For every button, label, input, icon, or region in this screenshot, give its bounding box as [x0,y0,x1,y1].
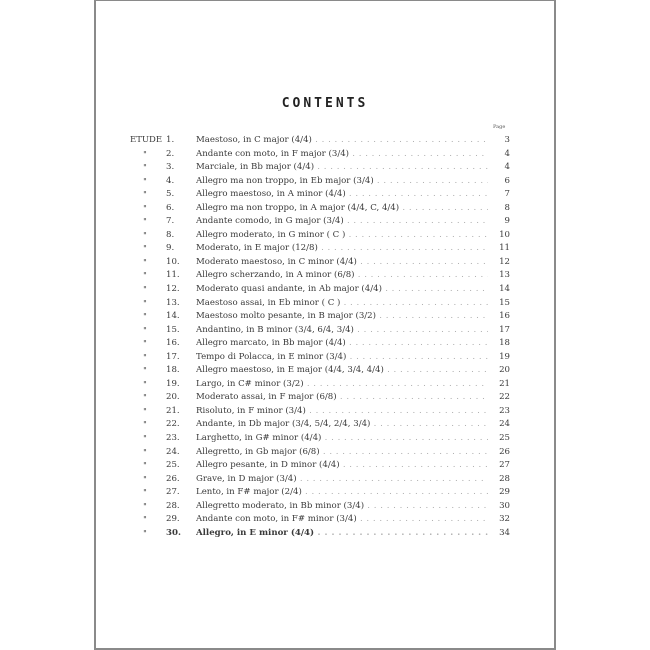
ditto-mark: " [143,434,147,444]
etude-number: 4. [166,175,175,186]
etude-number: 1. [166,135,175,145]
etude-number: 14. [166,311,180,322]
etude-title: Allegro scherzando, in A minor (6/8) . . . [196,269,488,283]
ditto-mark: " [143,379,147,389]
ditto-mark: " [143,474,147,484]
contents-entry [130,148,510,162]
etude-number: 29. [166,514,180,525]
etude-number: 22. [166,419,180,430]
etude-title: Maestoso molto pesante, in B major (3/2) . . . [196,310,488,324]
contents-entry [130,175,510,189]
etude-number: 8. [166,229,175,240]
contents-entry [130,215,510,229]
ditto-mark: " [143,461,147,471]
etude-number: 24. [166,446,180,457]
contents-entry [130,324,510,338]
contents-entry [130,486,510,500]
page-number: 34 [499,527,510,538]
ditto-mark: " [143,217,147,227]
ditto-mark: " [143,244,147,254]
etude-title: Allegro, in E minor (4/4) . . . [196,527,488,541]
page-number: 26 [499,446,510,457]
page-number: 16 [499,311,510,322]
ditto-mark: " [143,515,147,525]
ditto-mark: " [143,271,147,281]
etude-number: 16. [166,338,180,349]
page-number: 27 [499,460,510,471]
contents-entry [130,229,510,243]
page-number: 28 [499,473,510,484]
contents-entry [130,418,510,432]
contents-entry [130,242,510,256]
etude-title: Lento, in F# major (2/4) . . . [196,486,488,500]
ditto-mark: " [143,488,147,498]
page-number: 19 [499,351,510,362]
etude-title: Allegro maestoso, in A minor (4/4) . . . [196,188,488,202]
page-number: 23 [499,405,510,416]
ditto-mark: " [143,528,147,538]
contents-entry [130,161,510,175]
etude-number: 13. [166,297,180,308]
page-number: 25 [499,433,510,444]
etude-number: 18. [166,365,180,376]
page-number: 21 [499,378,510,389]
page-number: 10 [499,229,510,240]
ditto-mark: " [143,325,147,335]
etude-number: 28. [166,500,180,511]
etude-title: Moderato quasi andante, in Ab major (4/4) . . . [196,283,488,297]
etude-title: Moderato assai, in F major (6/8) . . . [196,391,488,405]
etude-title: Allegro marcato, in Bb major (4/4) . . . [196,337,488,351]
etude-title: Allegro maestoso, in E major (4/4, 3/4, 4/4) . . . [196,364,488,378]
etude-title: Andantino, in B minor (3/4, 6/4, 3/4) . . . [196,324,488,338]
contents-entry [130,134,510,148]
ditto-mark: " [143,176,147,186]
ditto-mark: " [143,393,147,403]
etude-title: Marciale, in Bb major (4/4) . . . [196,161,488,175]
etude-number: 11. [166,270,180,281]
etude-number: 15. [166,324,180,335]
contents-entry [130,297,510,311]
page-title: CONTENTS [281,96,369,111]
page-number: 24 [499,419,510,430]
contents-entry [130,310,510,324]
contents-entry [130,432,510,446]
etude-title: Moderato maestoso, in C minor (4/4) . . . [196,256,488,270]
page-number: 32 [499,514,510,525]
contents-entry [130,405,510,419]
etude-number: 21. [166,405,180,416]
ditto-mark: " [143,366,147,376]
etude-number: 23. [166,433,180,444]
page-number: 4 [504,162,510,173]
etude-title: Grave, in D major (3/4) . . . [196,473,488,487]
ditto-mark: " [143,420,147,430]
contents-entry [130,351,510,365]
etude-title: Allegro moderato, in G minor ( C ) . . . [196,229,488,243]
contents-entry [130,283,510,297]
etude-title: Allegro pesante, in D minor (4/4) . . . [196,459,488,473]
etude-title: Allegretto, in Gb major (6/8) . . . [196,446,488,460]
etude-title: Allegro ma non troppo, in A major (4/4, C, 4/4) . . . [196,202,488,216]
etude-number: 26. [166,473,180,484]
etude-title: Moderato, in E major (12/8) . . . [196,242,488,256]
ditto-mark: " [143,149,147,159]
page-column-header: Page [493,124,506,130]
etude-number: 25. [166,460,180,471]
ditto-mark: " [143,230,147,240]
etude-number: 17. [166,351,180,362]
page-number: 9 [504,216,510,227]
page-number: 17 [499,324,510,335]
contents-entry [130,202,510,216]
page-number: 15 [499,297,510,308]
etude-number: 27. [166,487,180,498]
ditto-mark: " [143,447,147,457]
page-number: 11 [499,243,510,254]
etude-title: Andante, in Db major (3/4, 5/4, 2/4, 3/4) . . . [196,418,488,432]
page-number: 29 [499,487,510,498]
contents-entry [130,269,510,283]
etude-title: Largo, in C# minor (3/2) . . . [196,378,488,392]
page-number: 30 [499,500,510,511]
contents-entry [130,378,510,392]
ditto-mark: " [143,190,147,200]
contents-entry [130,391,510,405]
contents-entry [130,188,510,202]
etude-title: Andante con moto, in F major (3/4) . . . [196,148,488,162]
contents-entry [130,459,510,473]
contents-entry [130,500,510,514]
ditto-mark: " [143,501,147,511]
ditto-mark: " [143,312,147,322]
etude-number: 2. [166,148,175,159]
page-number: 14 [499,284,510,295]
page-number: 13 [499,270,510,281]
contents-entry [130,446,510,460]
page-number: 8 [504,202,510,213]
contents-entry [130,473,510,487]
page-number: 7 [504,189,510,200]
etude-number: 30. [166,527,181,538]
page-number: 6 [504,175,510,186]
ditto-mark: " [143,203,147,213]
etude-title: Larghetto, in G# minor (4/4) . . . [196,432,488,446]
page-number: 3 [504,135,510,145]
etude-number: 5. [166,189,175,200]
etude-title: Tempo di Polacca, in E minor (3/4) . . . [196,351,488,365]
ditto-mark: " [143,406,147,416]
etude-label: ETUDE [130,135,163,145]
contents-entry [130,513,510,527]
ditto-mark: " [143,163,147,173]
ditto-mark: " [143,285,147,295]
ditto-mark: " [143,257,147,267]
contents-entry [130,527,510,541]
etude-title: Allegretto moderato, in Bb minor (3/4) . . . [196,500,488,514]
ditto-mark: " [143,339,147,349]
page-number: 18 [499,338,510,349]
etude-number: 20. [166,392,180,403]
ditto-mark: " [143,352,147,362]
etude-title: Risoluto, in F minor (3/4) . . . [196,405,488,419]
page-number: 20 [499,365,510,376]
page-number: 12 [499,256,510,267]
etude-number: 19. [166,378,180,389]
etude-title: Andante con moto, in F# minor (3/4) . . . [196,513,488,527]
page-number: 4 [504,148,510,159]
contents-list [130,134,510,540]
etude-title: Maestoso assai, in Eb minor ( C ) . . . [196,297,488,311]
etude-title: Maestoso, in C major (4/4) . . . [196,134,488,148]
etude-number: 10. [166,256,180,267]
contents-entry [130,364,510,378]
etude-title: Andante comodo, in G major (3/4) . . . [196,215,488,229]
etude-number: 12. [166,284,180,295]
contents-entry [130,256,510,270]
etude-number: 6. [166,202,175,213]
contents-entry [130,337,510,351]
etude-title: Allegro ma non troppo, in Eb major (3/4) . . . [196,175,488,189]
ditto-mark: " [143,298,147,308]
etude-number: 9. [166,243,175,254]
page-number: 22 [499,392,510,403]
etude-number: 7. [166,216,175,227]
etude-number: 3. [166,162,175,173]
